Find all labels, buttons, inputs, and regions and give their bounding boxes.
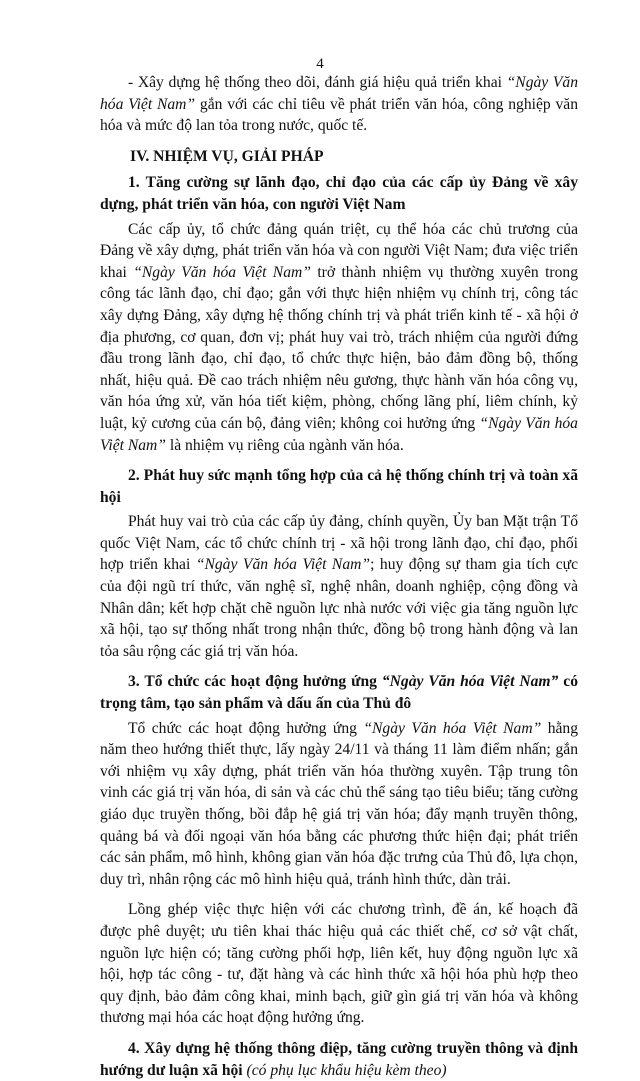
document-body (100, 72, 578, 1081)
text-run: hằng năm theo hướng thiết thực, lấy ngày 24/11 và tháng 11 làm điểm nhấn; gắn với nhiệm vụ xây dựng, phát triển văn hóa thường xuyên. Tập trung tôn vinh các giá trị văn hóa, di sản và các chủ thể sáng tạo tiêu biểu; tăng cường giáo dục truyền thống, bồi đắp hệ giá trị văn hóa; đẩy mạnh truyền thông, quảng bá và đối ngoại văn hóa bằng các phương thức hiện đại; phát triển các sản phẩm, mô hình, không gian văn hóa đặc trưng của Thủ đô, lựa chọn, duy trì, nhân rộng các mô hình hiệu quả, tránh hình thức, dàn trải. (100, 719, 579, 888)
text-run: ; huy động sự tham gia tích cực của đội ngũ trí thức, văn nghệ sĩ, nghệ nhân, doanh nghiệp, cộng đồng và Nhân dân; kết hợp chặt chẽ nguồn lực nhà nước với việc gia tăng nguồn lực xã hội, tạo sự thống nhất trong nhận thức, đồng bộ trong hành động và lan tỏa sâu rộng các giá trị văn hóa. (100, 556, 578, 660)
heading-2: 2. Phát huy sức mạnh tổng hợp của cả hệ thống chính trị và toàn xã hội (100, 467, 578, 506)
heading-1: 1. Tăng cường sự lãnh đạo, chỉ đạo của các cấp ủy Đảng về xây dựng, phát triển văn hóa, con người Việt Nam (100, 174, 578, 213)
text-run: 4. Xây dựng hệ thống thông điệp, tăng cường truyền thông và định hướng dư luận xã hội (100, 1039, 578, 1079)
text-run: Tổ chức các hoạt động hưởng ứng (128, 719, 364, 737)
text-run: là nhiệm vụ riêng của ngành văn hóa. (165, 436, 404, 454)
text-run: gắn với các chỉ tiêu về phát triển văn hóa, công nghiệp văn hóa và mức độ lan tỏa trong nước, quốc tế. (100, 95, 578, 135)
event-name: “Ngày Văn hóa Việt Nam” (363, 719, 542, 737)
text-run: trở thành nhiệm vụ thường xuyên trong công tác lãnh đạo, chỉ đạo; gắn với thực hiện nhiệm vụ chính trị, công tác xây dựng Đảng, xây dựng hệ thống chính trị và phát triển kinh tế - xã hội ở địa phương, cơ quan, đơn vị; phát huy vai trò, trách nhiệm của người đứng đầu trong lãnh đạo, chỉ đạo, tổ chức thực hiện, bảo đảm đồng bộ, thống nhất, hiệu quả. Đề cao trách nhiệm nêu gương, thực hành văn hóa công vụ, văn hóa ứng xử, văn hóa tiết kiệm, phòng, chống lãng phí, liêm chính, kỷ luật, kỷ cương của cán bộ, đảng viên; không coi hưởng ứng (100, 263, 579, 432)
paragraph-2 (100, 511, 578, 662)
paragraph-4: Lồng ghép việc thực hiện với các chương trình, đề án, kế hoạch đã được phê duyệt; ưu tiên khai thác hiệu quả các thiết chế, cơ sở vật chất, nguồn lực hiện có; tăng cường phối hợp, liên kết, huy động nguồn lực xã hội, hợp tác công - tư, đặt hàng và các hình thức xã hội hóa phù hợp theo quy định, bảo đảm công khai, minh bạch, giữ gìn giá trị văn hóa và không thương mại hóa các hoạt động hưởng ứng. (100, 901, 578, 1027)
appendix-note: (có phụ lục khẩu hiệu kèm theo) (246, 1061, 447, 1079)
event-name: “Ngày Văn hóa Việt Nam” (195, 556, 371, 574)
text-run: Phát huy vai trò của các cấp ủy đảng, chính quyền, Ủy ban Mặt trận Tổ quốc Việt Nam, các tổ chức chính trị - xã hội trong lãnh đạo, chỉ đạo, phối hợp triển khai (100, 513, 578, 574)
page-number: 4 (316, 56, 324, 72)
paragraph-3 (100, 718, 578, 891)
text-run: - Xây dựng hệ thống theo dõi, đánh giá hiệu quả triển khai (128, 74, 507, 91)
paragraph-intro (100, 72, 578, 137)
paragraph-1 (100, 219, 578, 457)
event-name: “Ngày Văn hóa Việt Nam” (133, 263, 311, 281)
text-run: 3. Tổ chức các hoạt động hưởng ứng (128, 673, 382, 691)
event-name: “Ngày Văn hóa Việt Nam” (100, 414, 578, 454)
section-heading: IV. NHIỆM VỤ, GIẢI PHÁP (130, 147, 324, 165)
heading-3 (100, 671, 578, 714)
heading-4 (100, 1038, 578, 1081)
text-run: có trọng tâm, tạo sản phẩm và dấu ấn của Thủ đô (100, 673, 578, 713)
event-name: “Ngày Văn hóa Việt Nam” (381, 673, 559, 691)
event-name: “Ngày Văn hóa Việt Nam” (100, 74, 578, 113)
text-run: Các cấp ủy, tổ chức đảng quán triệt, cụ thể hóa các chủ trương của Đảng về xây dựng, phát triển văn hóa và con người Việt Nam; đưa việc triển khai (100, 220, 578, 281)
